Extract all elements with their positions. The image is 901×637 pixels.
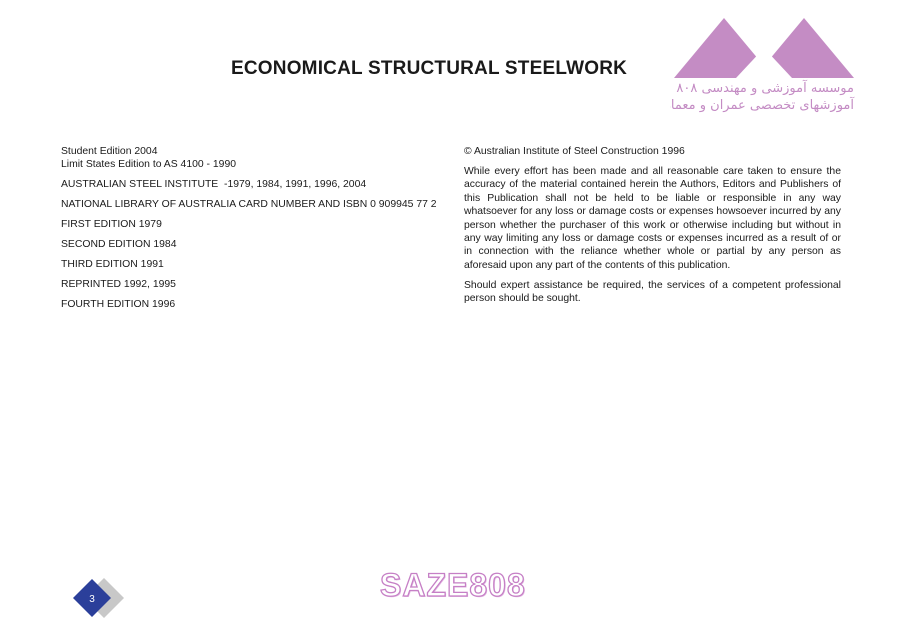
- page-number-badge: [72, 576, 128, 620]
- second-edition: SECOND EDITION 1984: [61, 239, 177, 251]
- copyright-notice: © Australian Institute of Steel Construction 1996: [464, 146, 685, 157]
- first-edition: FIRST EDITION 1979: [61, 219, 162, 231]
- reprinted: REPRINTED 1992, 1995: [61, 278, 176, 290]
- limit-states-edition: Limit States Edition to AS 4100 - 1990: [61, 159, 237, 171]
- disclaimer-text: While every effort has been made and all reasonable care taken to ensure the accuracy of the material contained herein the Authors, Editors and Publishers of this Publication shall not be held to be liable or responsible in any way whatsoever for any loss or damage costs or expenses howsoever incurred by any person whether the purchaser of this work or otherwise including but without in any way limiting any loss or damage costs or expenses incurred as a result of or in connection with the reliance whether whole or partial by any person as aforesaid upon any part of the contents of this publication.: [464, 165, 841, 271]
- logo-text-line1: موسسه آموزشی و مهندسی ۸۰۸: [676, 81, 854, 96]
- assistance-note: Should expert assistance be required, the services of a competent professional person should be sought.: [464, 279, 841, 305]
- fourth-edition: FOURTH EDITION 1996: [61, 298, 176, 310]
- edition-info-column: [61, 145, 439, 318]
- watermark-text: SAZE808: [380, 567, 526, 603]
- copyright-years: AUSTRALIAN STEEL INSTITUTE -1979, 1984, 1991, 1996, 2004: [61, 179, 367, 191]
- third-edition: THIRD EDITION 1991: [61, 258, 164, 270]
- logo-text-line2: آموزشهای تخصصی عمران و معماری: [670, 98, 854, 113]
- page-title: ECONOMICAL STRUCTURAL STEELWORK: [231, 58, 628, 79]
- isbn-line: NATIONAL LIBRARY OF AUSTRALIA CARD NUMBER AND ISBN 0 909945 77 2: [61, 199, 437, 211]
- triangles-logo: [670, 14, 860, 120]
- page-number: 3: [89, 594, 95, 605]
- disclaimer-column: [464, 145, 841, 312]
- student-edition: Student Edition 2004: [61, 146, 158, 157]
